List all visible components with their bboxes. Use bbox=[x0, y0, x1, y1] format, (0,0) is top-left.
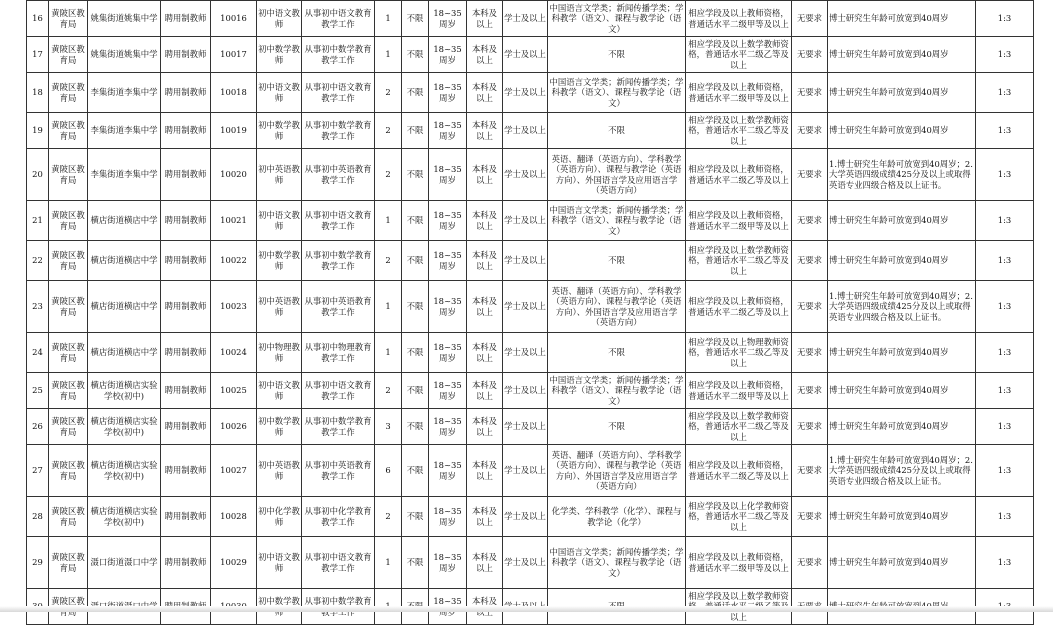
education-cell: 本科及以上 bbox=[467, 113, 503, 149]
recruit-count-cell: 2 bbox=[375, 149, 402, 201]
exam-ratio-cell: 1:3 bbox=[976, 241, 1034, 281]
age-range-cell: 18~35周岁 bbox=[429, 1, 467, 37]
restriction-cell: 不限 bbox=[402, 201, 429, 241]
duty-description-cell: 从事初中数学教育 bbox=[302, 589, 375, 625]
other-requirement-cell: 博士研究生年龄可放宽到40周岁 bbox=[828, 373, 976, 409]
duty-description-cell: 从事初中语文教育教学工作 bbox=[302, 373, 375, 409]
position-code-cell: 10017 bbox=[211, 37, 257, 73]
position-type-cell: 聘用制教师 bbox=[161, 373, 211, 409]
row-number-cell: 19 bbox=[27, 113, 49, 149]
department-cell: 黄陂区教育局 bbox=[49, 1, 88, 37]
degree-cell: 学士及以上 bbox=[503, 537, 548, 589]
education-cell: 本科及以上 bbox=[467, 37, 503, 73]
experience-cell: 无要求 bbox=[792, 37, 828, 73]
department-cell: 黄陂区教育局 bbox=[49, 497, 88, 537]
recruit-count-cell: 2 bbox=[375, 73, 402, 113]
education-cell: 本科及以上 bbox=[467, 201, 503, 241]
recruit-count-cell: 2 bbox=[375, 497, 402, 537]
major-requirement-cell: 不限 bbox=[548, 409, 686, 445]
experience-cell: 无要求 bbox=[792, 149, 828, 201]
certificate-requirement-cell: 相应学段及以上数学教师资 以上 bbox=[686, 589, 792, 625]
certificate-requirement-cell: 相应学段及以上化学教师资格，普通话水平二级乙等及以上 bbox=[686, 497, 792, 537]
position-type-cell: 聘用制教师 bbox=[161, 497, 211, 537]
recruit-count-cell: 1 bbox=[375, 281, 402, 333]
other-requirement-cell: 博士研究生年龄可放宽到40周岁 bbox=[828, 1, 976, 37]
education-cell: 本科及 bbox=[467, 589, 503, 625]
exam-ratio-cell: 1:3 bbox=[976, 333, 1034, 373]
post-name-cell: 初中化学教师 bbox=[257, 497, 302, 537]
row-number-cell: 25 bbox=[27, 373, 49, 409]
duty-description-cell: 从事初中数学教育教学工作 bbox=[302, 37, 375, 73]
education-cell: 本科及以上 bbox=[467, 281, 503, 333]
other-requirement-cell: 博士研究生年龄可放宽到40周岁 bbox=[828, 333, 976, 373]
post-name-cell: 初中数学教师 bbox=[257, 37, 302, 73]
degree-cell: 学士及以上 bbox=[503, 373, 548, 409]
school-name-cell: 李集街道李集中学 bbox=[88, 149, 161, 201]
recruit-count-cell: 1 bbox=[375, 537, 402, 589]
other-requirement-cell: 博士研究生年龄可放宽到40周岁 bbox=[828, 73, 976, 113]
education-cell: 本科及以上 bbox=[467, 445, 503, 497]
duty-description-cell: 从事初中语文教育教学工作 bbox=[302, 73, 375, 113]
major-requirement-cell: 中国语言文学类；新闻传播学类；学科教学（语文）、课程与教学论（语文） bbox=[548, 1, 686, 37]
degree-cell: 学士及以上 bbox=[503, 241, 548, 281]
other-requirement-cell: 博士研究生年龄可放宽到40周岁 bbox=[828, 113, 976, 149]
major-requirement-cell: 英语、翻译（英语方向）、学科教学（英语方向）、课程与教学论（英语方向）、外国语言学及应用语言学（英语方向） bbox=[548, 445, 686, 497]
position-code-cell: 10026 bbox=[211, 409, 257, 445]
other-requirement-cell: 博士研究生年龄可放宽到40周岁 bbox=[828, 537, 976, 589]
department-cell: 黄陂区教育局 bbox=[49, 149, 88, 201]
position-code-cell: 10021 bbox=[211, 201, 257, 241]
position-type-cell: 聘用制教师 bbox=[161, 113, 211, 149]
position-type-cell: 聘用制教师 bbox=[161, 73, 211, 113]
recruit-count-cell: 6 bbox=[375, 445, 402, 497]
certificate-requirement-cell: 相应学段及以上教师资格，普通话水平二级乙等及以上 bbox=[686, 281, 792, 333]
certificate-requirement-cell: 相应学段及以上教师资格，普通话水平二级甲等及以上 bbox=[686, 201, 792, 241]
table-row bbox=[27, 445, 1034, 497]
position-type-cell: 聘用制教师 bbox=[161, 201, 211, 241]
table-body bbox=[27, 1, 1034, 625]
certificate-requirement-cell: 相应学段及以上教师资格，普通话水平二级乙等及以上 bbox=[686, 445, 792, 497]
department-cell: 黄陂区教育局 bbox=[49, 537, 88, 589]
school-name-cell: 滠口街道滠口中学 bbox=[88, 537, 161, 589]
experience-cell: 无要求 bbox=[792, 1, 828, 37]
school-name-cell: 李集街道李集中学 bbox=[88, 73, 161, 113]
major-requirement-cell: 中国语言文学类；新闻传播学类；学科教学（语文）、课程与教学论（语文） bbox=[548, 201, 686, 241]
certificate-requirement-cell: 相应学段及以上教师资格，普通话水平二级乙等及以上 bbox=[686, 149, 792, 201]
major-requirement-cell: 不限 bbox=[548, 113, 686, 149]
age-range-cell: 18~35周岁 bbox=[429, 281, 467, 333]
position-code-cell: 10019 bbox=[211, 113, 257, 149]
position-type-cell: 聘用制教师 bbox=[161, 445, 211, 497]
exam-ratio-cell: 1:3 bbox=[976, 537, 1034, 589]
department-cell: 黄陂区教育局 bbox=[49, 373, 88, 409]
major-requirement-cell: 化学类、学科教学（化学）、课程与教学论（化学） bbox=[548, 497, 686, 537]
duty-description-cell: 从事初中数学教育教学工作 bbox=[302, 241, 375, 281]
school-name-cell: 横店街道横店实验学校(初中) bbox=[88, 497, 161, 537]
position-type-cell: 聘用制教师 bbox=[161, 37, 211, 73]
major-requirement-cell: 中国语言文学类；新闻传播学类；学科教学（语文）、课程与教学论（语文） bbox=[548, 373, 686, 409]
position-code-cell: 10025 bbox=[211, 373, 257, 409]
recruit-count-cell: 2 bbox=[375, 373, 402, 409]
row-number-cell: 23 bbox=[27, 281, 49, 333]
row-number-cell: 16 bbox=[27, 1, 49, 37]
page-bottom-edge bbox=[0, 606, 1053, 612]
duty-description-cell: 从事初中语文教育教学工作 bbox=[302, 537, 375, 589]
restriction-cell: 不限 bbox=[402, 373, 429, 409]
certificate-requirement-cell: 相应学段及以上教师资格，普通话水平二级甲等及以上 bbox=[686, 1, 792, 37]
education-cell: 本科及以上 bbox=[467, 373, 503, 409]
position-code-cell: 10018 bbox=[211, 73, 257, 113]
row-number-cell: 18 bbox=[27, 73, 49, 113]
post-name-cell: 初中语文教师 bbox=[257, 373, 302, 409]
position-type-cell: 聘用制教师 bbox=[161, 409, 211, 445]
position-type-cell: 聘用制教师 bbox=[161, 281, 211, 333]
age-range-cell: 18~35周岁 bbox=[429, 537, 467, 589]
department-cell: 黄陂区教 bbox=[49, 589, 88, 625]
other-requirement-cell: 1.博士研究生年龄可放宽到40周岁；2.大学英语四级成绩425分及以上或取得英语专业四级合格及以上证书。 bbox=[828, 149, 976, 201]
position-code-cell: 10024 bbox=[211, 333, 257, 373]
recruit-count-cell: 2 bbox=[375, 241, 402, 281]
restriction-cell: 不限 bbox=[402, 241, 429, 281]
other-requirement-cell: 博士研究生年龄可放宽到40周岁 bbox=[828, 241, 976, 281]
row-number-cell: 21 bbox=[27, 201, 49, 241]
degree-cell: 学士及以上 bbox=[503, 497, 548, 537]
major-requirement-cell: 英语、翻译（英语方向）、学科教学（英语方向）、课程与教学论（英语方向）、外国语言学及应用语言学（英语方向） bbox=[548, 149, 686, 201]
age-range-cell: 18~35周岁 bbox=[429, 201, 467, 241]
experience-cell: 无要求 bbox=[792, 497, 828, 537]
duty-description-cell: 从事初中英语教育教学工作 bbox=[302, 445, 375, 497]
position-code-cell: 10028 bbox=[211, 497, 257, 537]
restriction-cell: 不限 bbox=[402, 281, 429, 333]
degree-cell: 学士及以上 bbox=[503, 1, 548, 37]
age-range-cell: 18~35周岁 bbox=[429, 333, 467, 373]
exam-ratio-cell: 1:3 bbox=[976, 1, 1034, 37]
table-row bbox=[27, 113, 1034, 149]
age-range-cell: 18~35周岁 bbox=[429, 497, 467, 537]
exam-ratio-cell: 1:3 bbox=[976, 113, 1034, 149]
age-range-cell: 18~35 bbox=[429, 589, 467, 625]
post-name-cell: 初中英语教师 bbox=[257, 281, 302, 333]
education-cell: 本科及以上 bbox=[467, 497, 503, 537]
position-code-cell: 10020 bbox=[211, 149, 257, 201]
table-row bbox=[27, 37, 1034, 73]
row-number-cell: 26 bbox=[27, 409, 49, 445]
experience-cell: 无要求 bbox=[792, 201, 828, 241]
table-row bbox=[27, 497, 1034, 537]
education-cell: 本科及以上 bbox=[467, 333, 503, 373]
certificate-requirement-cell: 相应学段及以上教师资格，普通话水平二级甲等及以上 bbox=[686, 537, 792, 589]
duty-description-cell: 从事初中英语教育教学工作 bbox=[302, 281, 375, 333]
department-cell: 黄陂区教育局 bbox=[49, 333, 88, 373]
major-requirement-cell: 不限 bbox=[548, 333, 686, 373]
degree-cell: 学士及以上 bbox=[503, 73, 548, 113]
department-cell: 黄陂区教育局 bbox=[49, 201, 88, 241]
position-code-cell: 10029 bbox=[211, 537, 257, 589]
age-range-cell: 18~35周岁 bbox=[429, 37, 467, 73]
row-number-cell: 20 bbox=[27, 149, 49, 201]
major-requirement-cell: 不限 bbox=[548, 37, 686, 73]
table-row bbox=[27, 537, 1034, 589]
exam-ratio-cell: 1:3 bbox=[976, 445, 1034, 497]
department-cell: 黄陂区教育局 bbox=[49, 409, 88, 445]
recruitment-table bbox=[26, 0, 1034, 625]
duty-description-cell: 从事初中数学教育教学工作 bbox=[302, 113, 375, 149]
school-name-cell: 姚集街道姚集中学 bbox=[88, 1, 161, 37]
post-name-cell: 初中数学教师 bbox=[257, 409, 302, 445]
school-name-cell: 横店街道横店实验学校(初中) bbox=[88, 373, 161, 409]
restriction-cell: 不限 bbox=[402, 73, 429, 113]
exam-ratio-cell: 1:3 bbox=[976, 281, 1034, 333]
post-name-cell: 初中英语教师 bbox=[257, 445, 302, 497]
major-requirement-cell: 中国语言文学类；新闻传播学类；学科教学（语文）、课程与教学论（语文） bbox=[548, 73, 686, 113]
certificate-requirement-cell: 相应学段及以上物理教师资格，普通话水平二级乙等及以上 bbox=[686, 333, 792, 373]
row-number-cell: 24 bbox=[27, 333, 49, 373]
duty-description-cell: 从事初中语文教育教学工作 bbox=[302, 1, 375, 37]
row-number-cell: 28 bbox=[27, 497, 49, 537]
position-type-cell: 聘用制教师 bbox=[161, 1, 211, 37]
table-row bbox=[27, 149, 1034, 201]
education-cell: 本科及以上 bbox=[467, 149, 503, 201]
row-number-cell: 29 bbox=[27, 537, 49, 589]
duty-description-cell: 从事初中数学教育教学工作 bbox=[302, 409, 375, 445]
table-row bbox=[27, 373, 1034, 409]
experience-cell: 无要求 bbox=[792, 113, 828, 149]
certificate-requirement-cell: 相应学段及以上数学教师资格，普通话水平二级乙等及以上 bbox=[686, 241, 792, 281]
duty-description-cell: 从事初中化学教育教学工作 bbox=[302, 497, 375, 537]
restriction-cell: 不限 bbox=[402, 37, 429, 73]
experience-cell: 无要求 bbox=[792, 73, 828, 113]
duty-description-cell: 从事初中物理教育教学工作 bbox=[302, 333, 375, 373]
education-cell: 本科及以上 bbox=[467, 73, 503, 113]
position-code-cell: 10016 bbox=[211, 1, 257, 37]
exam-ratio-cell: 1:3 bbox=[976, 409, 1034, 445]
other-requirement-cell: 博士研究生年龄可放宽到40周岁 bbox=[828, 201, 976, 241]
row-number-cell: 22 bbox=[27, 241, 49, 281]
department-cell: 黄陂区教育局 bbox=[49, 113, 88, 149]
exam-ratio-cell: 1:3 bbox=[976, 497, 1034, 537]
page-margin bbox=[0, 0, 22, 612]
major-requirement-cell: 不限 bbox=[548, 241, 686, 281]
age-range-cell: 18~35周岁 bbox=[429, 409, 467, 445]
position-type-cell: 聘用制教师 bbox=[161, 149, 211, 201]
experience-cell: 无要求 bbox=[792, 373, 828, 409]
school-name-cell: 横店街道横店实验学校(初中) bbox=[88, 409, 161, 445]
recruit-count-cell: 1 bbox=[375, 201, 402, 241]
table-row bbox=[27, 409, 1034, 445]
restriction-cell: 不限 bbox=[402, 333, 429, 373]
school-name-cell: 横店街道横店中学 bbox=[88, 241, 161, 281]
restriction-cell: 不限 bbox=[402, 1, 429, 37]
age-range-cell: 18~35周岁 bbox=[429, 113, 467, 149]
education-cell: 本科及以上 bbox=[467, 241, 503, 281]
post-name-cell: 初中语文教师 bbox=[257, 201, 302, 241]
restriction-cell: 不限 bbox=[402, 149, 429, 201]
age-range-cell: 18~35周岁 bbox=[429, 73, 467, 113]
post-name-cell: 初中数学教师 bbox=[257, 241, 302, 281]
recruit-count-cell: 2 bbox=[375, 113, 402, 149]
other-requirement-cell: 博士研究生年龄可放宽到40周岁 bbox=[828, 497, 976, 537]
experience-cell: 无要求 bbox=[792, 241, 828, 281]
certificate-requirement-cell: 相应学段及以上数学教师资格，普通话水平二级乙等及以上 bbox=[686, 37, 792, 73]
restriction-cell: 不限 bbox=[402, 537, 429, 589]
recruit-count-cell: 1 bbox=[375, 1, 402, 37]
post-name-cell: 初中语文教师 bbox=[257, 73, 302, 113]
row-number-cell: 17 bbox=[27, 37, 49, 73]
recruit-count-cell: 1 bbox=[375, 333, 402, 373]
experience-cell: 无要求 bbox=[792, 409, 828, 445]
degree-cell: 学士及以上 bbox=[503, 409, 548, 445]
age-range-cell: 18~35周岁 bbox=[429, 241, 467, 281]
experience-cell: 无要求 bbox=[792, 537, 828, 589]
table-row bbox=[27, 333, 1034, 373]
degree-cell: 学士及以上 bbox=[503, 201, 548, 241]
restriction-cell: 不限 bbox=[402, 497, 429, 537]
table-row bbox=[27, 241, 1034, 281]
age-range-cell: 18~35周岁 bbox=[429, 373, 467, 409]
restriction-cell: 不限 bbox=[402, 445, 429, 497]
experience-cell: 无要求 bbox=[792, 445, 828, 497]
post-name-cell: 初中语文教师 bbox=[257, 537, 302, 589]
age-range-cell: 18~35周岁 bbox=[429, 445, 467, 497]
exam-ratio-cell: 1:3 bbox=[976, 37, 1034, 73]
position-code-cell: 10023 bbox=[211, 281, 257, 333]
table-row bbox=[27, 73, 1034, 113]
degree-cell: 学士及以上 bbox=[503, 113, 548, 149]
table-row bbox=[27, 201, 1034, 241]
department-cell: 黄陂区教育局 bbox=[49, 281, 88, 333]
school-name-cell: 姚集街道姚集中学 bbox=[88, 37, 161, 73]
degree-cell: 学士及以上 bbox=[503, 333, 548, 373]
degree-cell: 学士及以上 bbox=[503, 445, 548, 497]
restriction-cell: 不限 bbox=[402, 113, 429, 149]
position-code-cell: 10022 bbox=[211, 241, 257, 281]
experience-cell: 无要求 bbox=[792, 333, 828, 373]
experience-cell: 无要求 bbox=[792, 281, 828, 333]
position-type-cell: 聘用制教师 bbox=[161, 537, 211, 589]
degree-cell: 学士及以上 bbox=[503, 37, 548, 73]
major-requirement-cell: 中国语言文学类；新闻传播学类；学科教学（语文）、课程与教学论（语文） bbox=[548, 537, 686, 589]
exam-ratio-cell: 1:3 bbox=[976, 73, 1034, 113]
department-cell: 黄陂区教育局 bbox=[49, 73, 88, 113]
duty-description-cell: 从事初中英语教育教学工作 bbox=[302, 149, 375, 201]
education-cell: 本科及以上 bbox=[467, 1, 503, 37]
position-code-cell: 10027 bbox=[211, 445, 257, 497]
post-name-cell: 初中语文教师 bbox=[257, 1, 302, 37]
other-requirement-cell: 1.博士研究生年龄可放宽到40周岁；2.大学英语四级成绩425分及以上或取得英语专业四级合格及以上证书。 bbox=[828, 445, 976, 497]
degree-cell: 学士及以上 bbox=[503, 149, 548, 201]
department-cell: 黄陂区教育局 bbox=[49, 241, 88, 281]
table-row bbox=[27, 281, 1034, 333]
education-cell: 本科及以上 bbox=[467, 409, 503, 445]
certificate-requirement-cell: 相应学段及以上数学教师资格，普通话水平二级乙等及以上 bbox=[686, 409, 792, 445]
age-range-cell: 18~35周岁 bbox=[429, 149, 467, 201]
post-name-cell: 初中数学教 bbox=[257, 589, 302, 625]
other-requirement-cell: 1.博士研究生年龄可放宽到40周岁；2.大学英语四级成绩425分及以上或取得英语专业四级合格及以上证书。 bbox=[828, 281, 976, 333]
duty-description-cell: 从事初中语文教育教学工作 bbox=[302, 201, 375, 241]
exam-ratio-cell: 1:3 bbox=[976, 149, 1034, 201]
position-type-cell: 聘用制教师 bbox=[161, 241, 211, 281]
post-name-cell: 初中物理教师 bbox=[257, 333, 302, 373]
school-name-cell: 横店街道横店中学 bbox=[88, 281, 161, 333]
restriction-cell: 不限 bbox=[402, 409, 429, 445]
position-type-cell: 聘用制教师 bbox=[161, 333, 211, 373]
post-name-cell: 初中数学教师 bbox=[257, 113, 302, 149]
degree-cell: 学士及以上 bbox=[503, 281, 548, 333]
school-name-cell: 横店街道横店中学 bbox=[88, 333, 161, 373]
other-requirement-cell: 博士研究生年龄可放宽到40周岁 bbox=[828, 409, 976, 445]
certificate-requirement-cell: 相应学段及以上数学教师资格，普通话水平二级乙等及以上 bbox=[686, 113, 792, 149]
certificate-requirement-cell: 相应学段及以上教师资格，普通话水平二级甲等及以上 bbox=[686, 373, 792, 409]
major-requirement-cell: 英语、翻译（英语方向）、学科教学（英语方向）、课程与教学论（英语方向）、外国语言学及应用语言学（英语方向） bbox=[548, 281, 686, 333]
certificate-requirement-cell: 相应学段及以上教师资格，普通话水平二级甲等及以上 bbox=[686, 73, 792, 113]
exam-ratio-cell: 1:3 bbox=[976, 373, 1034, 409]
recruit-count-cell: 3 bbox=[375, 409, 402, 445]
department-cell: 黄陂区教育局 bbox=[49, 37, 88, 73]
school-name-cell: 横店街道横店实验学校(初中) bbox=[88, 445, 161, 497]
table-row bbox=[27, 1, 1034, 37]
recruit-count-cell: 1 bbox=[375, 37, 402, 73]
other-requirement-cell: 博士研究生年龄可放宽到40周岁 bbox=[828, 37, 976, 73]
row-number-cell: 27 bbox=[27, 445, 49, 497]
exam-ratio-cell: 1:3 bbox=[976, 201, 1034, 241]
department-cell: 黄陂区教育局 bbox=[49, 445, 88, 497]
school-name-cell: 李集街道李集中学 bbox=[88, 113, 161, 149]
post-name-cell: 初中英语教师 bbox=[257, 149, 302, 201]
education-cell: 本科及以上 bbox=[467, 537, 503, 589]
school-name-cell: 横店街道横店中学 bbox=[88, 201, 161, 241]
